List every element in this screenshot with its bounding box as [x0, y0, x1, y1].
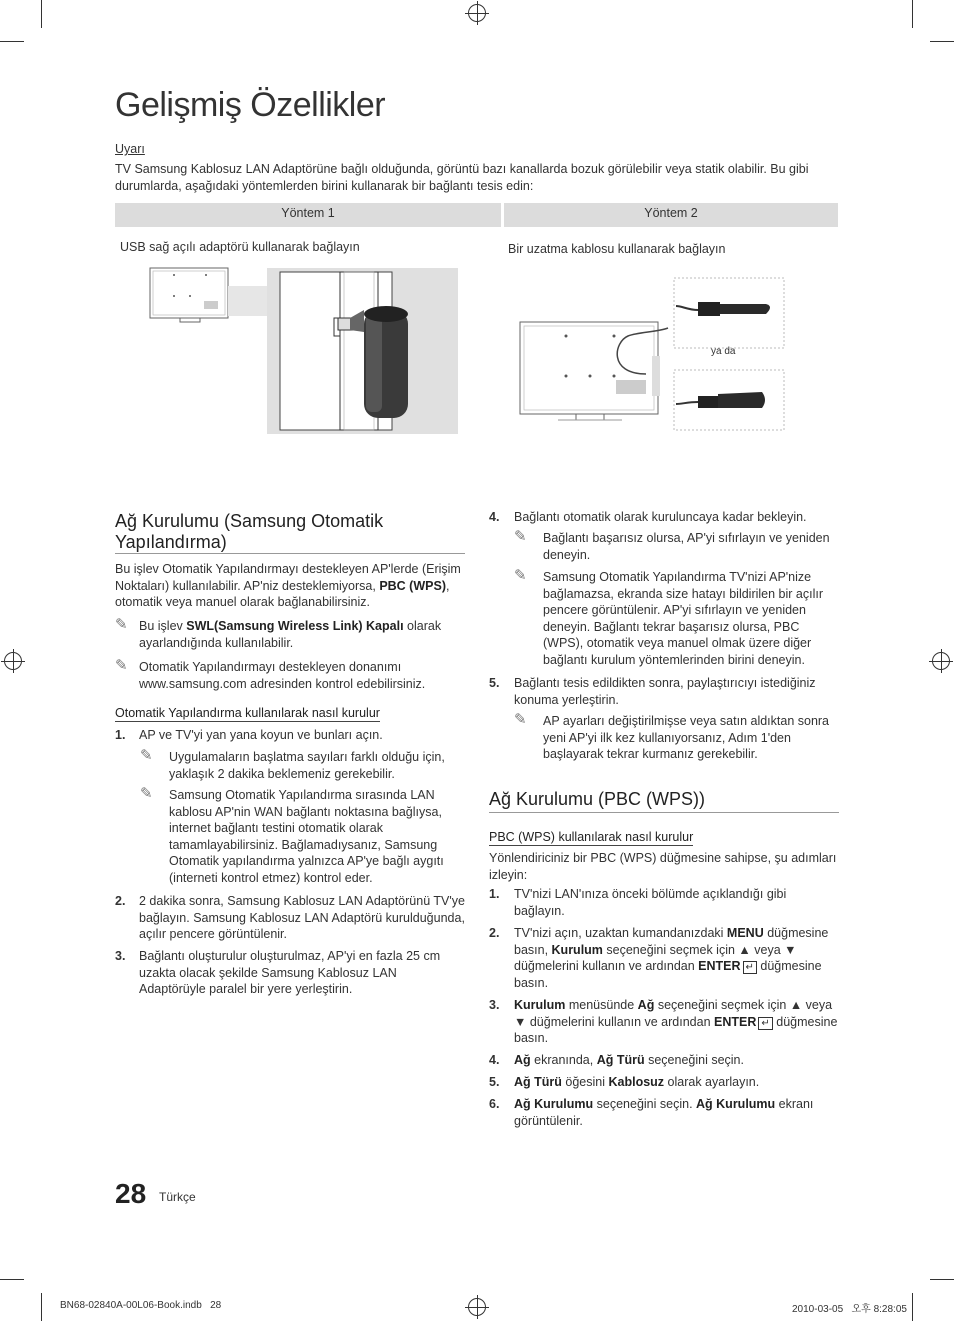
warning-label: Uyarı — [115, 142, 145, 156]
auto-setup-subheading: Otomatik Yapılandırma kullanılarak nasıl kurulur — [115, 706, 380, 720]
pbc-step-6: Ağ Kurulumu seçeneğini seçin. Ağ Kurulumu ekranı görüntülenir. — [514, 1097, 814, 1128]
crop-mark — [930, 41, 954, 42]
auto-setup-note-1: Bu işlev SWL(Samsung Wireless Link) Kapalı olarak ayarlandığında kullanılabilir. — [139, 619, 442, 650]
auto-step-4: Bağlantı otomatik olarak kuruluncaya kadar bekleyin. — [514, 510, 807, 524]
crop-mark — [912, 0, 913, 28]
registration-mark-icon — [468, 1298, 486, 1316]
registration-mark-icon — [932, 652, 950, 670]
step-number: 6. — [489, 1097, 500, 1111]
pencil-note-icon: ✎ — [514, 528, 527, 545]
auto-step-4-note-1: Bağlantı başarısız olursa, AP'yi sıfırlayın ve yeniden deneyin. — [543, 531, 830, 562]
or-label: ya da — [711, 346, 736, 357]
crop-mark — [41, 0, 42, 28]
pbc-step-1: TV'nizi LAN'ınıza önceki bölümde açıklandığı gibi bağlayın. — [514, 887, 787, 918]
warning-text: TV Samsung Kablosuz LAN Adaptörüne bağlı olduğunda, görüntü bazı kanallarda bozuk görülebilir veya statik olabilir. Bu gibi durumlarda, aşağıdaki yöntemlerden birini kullanarak bir bağlantı tesis edin: — [115, 162, 809, 193]
heading-rule — [115, 553, 465, 554]
extension-cable-illustration — [518, 276, 790, 434]
auto-setup-heading: Ağ Kurulumu (Samsung Otomatik Yapılandırma) — [115, 511, 384, 552]
pbc-step-3: Kurulum menüsünde Ağ seçeneğini seçmek için ▲ veya ▼ düğmelerini kullanın ve ardından ENTER ↵ düğmesine basın. — [514, 998, 838, 1046]
pencil-note-icon: ✎ — [514, 567, 527, 584]
method-2-header: Yöntem 2 — [504, 203, 838, 227]
page-title: Gelişmiş Özellikler — [115, 86, 386, 124]
method-2-desc: Bir uzatma kablosu kullanarak bağlayın — [508, 242, 726, 256]
pbc-step-4: Ağ ekranında, Ağ Türü seçeneğini seçin. — [514, 1053, 744, 1067]
heading-rule — [489, 812, 839, 813]
step-number: 4. — [489, 510, 500, 524]
step-number: 3. — [115, 949, 126, 963]
enter-key-icon: ↵ — [758, 1017, 772, 1030]
pbc-intro: Yönlendiriciniz bir PBC (WPS) düğmesine sahipse, şu adımları izleyin: — [489, 851, 837, 882]
crop-mark — [0, 1279, 24, 1280]
page-number: 28 — [115, 1178, 147, 1209]
step-number: 2. — [115, 894, 126, 908]
crop-mark — [912, 1293, 913, 1321]
auto-step-1: AP ve TV'yi yan yana koyun ve bunları açın. — [139, 728, 383, 742]
registration-mark-icon — [468, 4, 486, 22]
page-language: Türkçe — [159, 1190, 196, 1204]
pbc-step-2: TV'nizi açın, uzaktan kumandanızdaki MENU düğmesine basın, Kurulum seçeneğini seçmek için ▲ veya ▼ düğmelerini kullanın ve ardından ENTER ↵ düğmesine basın. — [514, 926, 829, 990]
step-number: 5. — [489, 1075, 500, 1089]
auto-setup-intro: Bu işlev Otomatik Yapılandırmayı destekleyen AP'lerde (Erişim Noktaları) kullanılabilir. AP'niz desteklemiyorsa, PBC (WPS), otomatik veya manuel olarak bağlanabilirsiniz. — [115, 562, 461, 610]
step-number: 4. — [489, 1053, 500, 1067]
step-number: 1. — [489, 887, 500, 901]
registration-mark-icon — [4, 652, 22, 670]
auto-step-2: 2 dakika sonra, Samsung Kablosuz LAN Adaptörünü TV'ye bağlayın. Samsung Kablosuz LAN Adaptörü kurulduğunda, açılır pencere görüntülenir. — [139, 894, 465, 942]
auto-step-1-note-2: Samsung Otomatik Yapılandırma sırasında LAN kablosu AP'nin WAN bağlantı noktasına bağlıysa, internet bağlantı testini otomatik olarak tamamlayabilirsiniz. Bağlamadıysanız, Samsung Otomatik yapılandırma yalnızca AP'ye bağlı aygıtı (interneti kontrol etmez) kontrol eder. — [169, 788, 444, 885]
method-1-desc: USB sağ açılı adaptörü kullanarak bağlayın — [120, 240, 360, 254]
pencil-note-icon: ✎ — [115, 657, 128, 674]
crop-mark — [41, 1293, 42, 1321]
crop-mark — [930, 1279, 954, 1280]
pbc-heading: Ağ Kurulumu (PBC (WPS)) — [489, 789, 706, 809]
pencil-note-icon: ✎ — [140, 785, 153, 802]
enter-key-icon: ↵ — [743, 961, 757, 974]
pbc-subheading: PBC (WPS) kullanılarak nasıl kurulur — [489, 830, 694, 844]
auto-step-1-note-1: Uygulamaların başlatma sayıları farklı olduğu için, yaklaşık 2 dakika beklemeniz gerekebilir. — [169, 750, 445, 781]
auto-step-5: Bağlantı tesis edildikten sonra, paylaştırıcıyı istediğiniz konuma yerleştirin. — [514, 676, 816, 707]
step-number: 2. — [489, 926, 500, 940]
auto-step-4-note-2: Samsung Otomatik Yapılandırma TV'nizi AP'nize bağlamazsa, ekranda size hatayı bildirilen bir açılır pencere görüntülenir. AP'yi sıfırlayın ve yeniden deneyin. Bağlantı tekrar başarısız olursa, PBC (WPS), otomatik veya manuel olmak üzere diğer bağlantı kurulum yöntemlerinden birini deneyin. — [543, 570, 823, 667]
usb-adapter-illustration — [148, 266, 460, 436]
auto-step-5-note-1: AP ayarları değiştirilmişse veya satın aldıktan sonra yeni AP'yi ilk kez kullanıyorsanız, Adım 1'den başlayarak tekrar kurmanız gerekebilir. — [543, 714, 830, 762]
crop-mark — [0, 41, 24, 42]
pencil-note-icon: ✎ — [115, 616, 128, 633]
method-1-header: Yöntem 1 — [115, 203, 501, 227]
pencil-note-icon: ✎ — [140, 747, 153, 764]
step-number: 1. — [115, 728, 126, 742]
auto-step-3: Bağlantı oluşturulur oluşturulmaz, AP'yi en fazla 25 cm uzakta olacak şekilde Samsung Kablosuz LAN Adaptörüyle paralel bir yere yerleştirin. — [139, 949, 441, 997]
footer-date: 2010-03-05 오후 8:28:05 — [792, 1304, 907, 1315]
pencil-note-icon: ✎ — [514, 711, 527, 728]
auto-setup-note-2: Otomatik Yapılandırmayı destekleyen donanımı www.samsung.com adresinden kontrol edebilirsiniz. — [139, 660, 426, 691]
step-number: 3. — [489, 998, 500, 1012]
footer-file: BN68-02840A-00L06-Book.indb 28 — [60, 1300, 222, 1311]
step-number: 5. — [489, 676, 500, 690]
pbc-step-5: Ağ Türü öğesini Kablosuz olarak ayarlayın. — [514, 1075, 760, 1089]
